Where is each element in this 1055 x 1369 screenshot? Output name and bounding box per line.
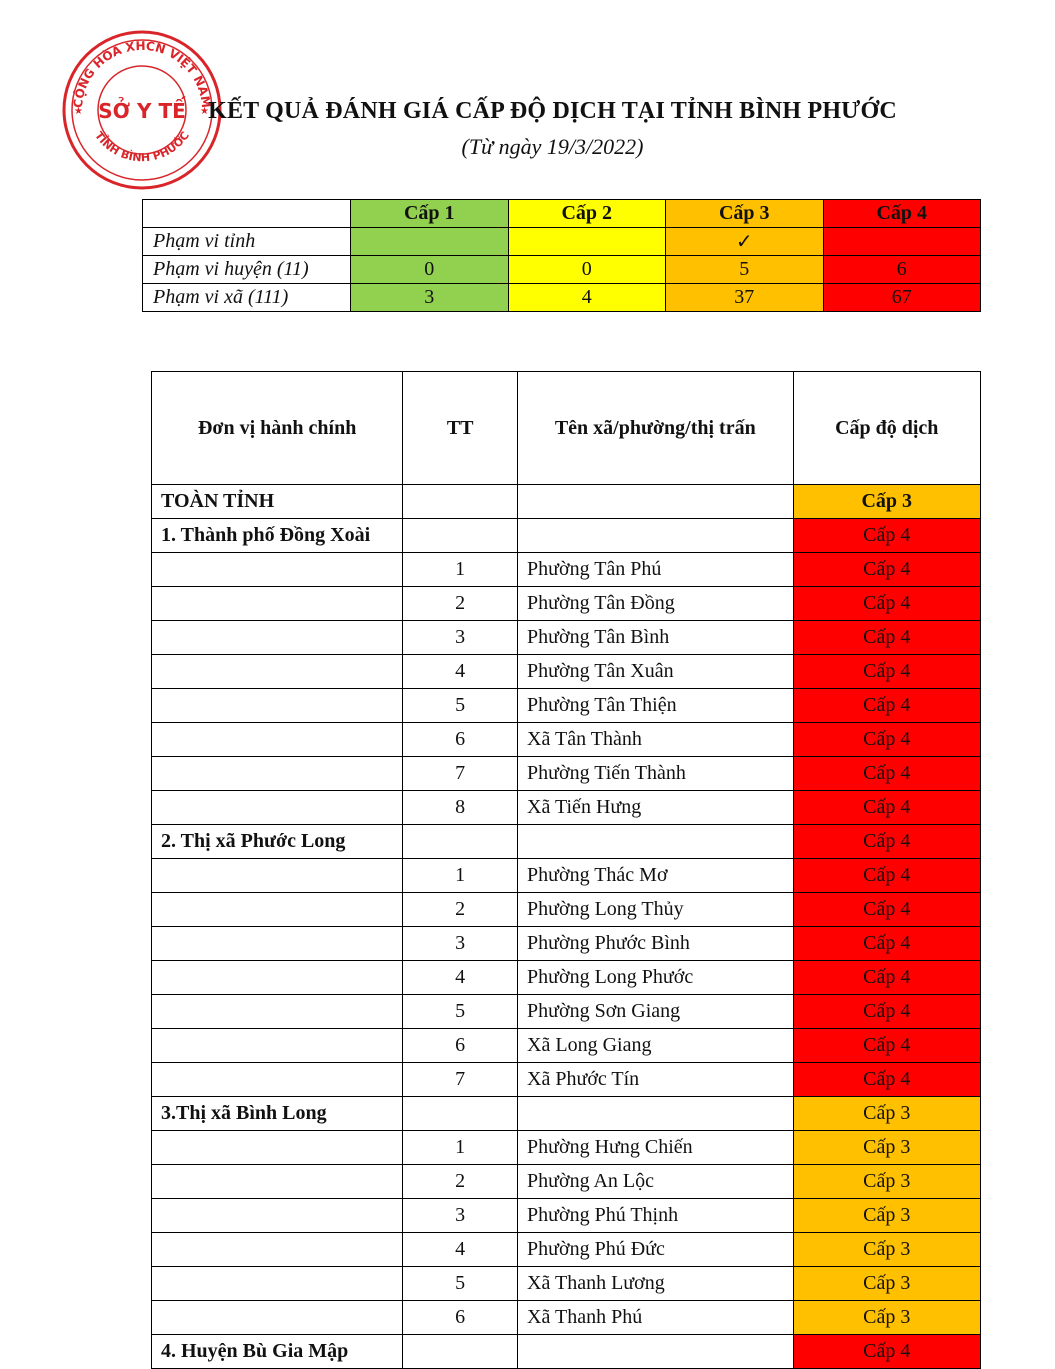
name-cell: Xã Tân Thành [518,723,793,757]
header-tt: TT [403,372,518,485]
summary-cell: 3 [351,284,509,312]
summary-cell [823,228,981,256]
table-row [152,1267,981,1301]
tt-cell [403,825,518,859]
unit-cell [152,791,403,825]
table-row [152,621,981,655]
unit-cell [152,927,403,961]
unit-cell [152,1267,403,1301]
name-cell: Phường Long Phước [518,961,793,995]
level-cell: Cấp 4 [793,621,981,655]
summary-header-level1: Cấp 1 [351,200,509,228]
table-row [152,655,981,689]
tt-cell: 6 [403,723,518,757]
unit-cell [152,859,403,893]
unit-cell [152,1029,403,1063]
name-cell: Phường Phước Bình [518,927,793,961]
level-cell: Cấp 4 [793,757,981,791]
tt-cell: 3 [403,1199,518,1233]
level-table-body [152,485,981,1369]
header-level: Cấp độ dịch [793,372,981,485]
name-cell: Phường An Lộc [518,1165,793,1199]
summary-header-row [143,200,981,228]
summary-cell: 67 [823,284,981,312]
name-cell [518,519,793,553]
summary-cell: 0 [508,256,666,284]
tt-cell: 5 [403,995,518,1029]
tt-cell [403,1097,518,1131]
level-cell: Cấp 4 [793,825,981,859]
level-table [151,371,981,1369]
summary-row-label: Phạm vi huyện (11) [143,256,351,284]
table-row [152,927,981,961]
tt-cell: 6 [403,1301,518,1335]
unit-cell [152,655,403,689]
table-row [152,587,981,621]
tt-cell: 1 [403,553,518,587]
table-row [152,1165,981,1199]
name-cell: Phường Tân Thiện [518,689,793,723]
level-cell: Cấp 4 [793,927,981,961]
name-cell [518,825,793,859]
level-cell: Cấp 4 [793,995,981,1029]
table-row-district [152,1335,981,1369]
tt-cell: 4 [403,1233,518,1267]
table-row [152,723,981,757]
level-table-header [152,372,981,485]
level-cell: Cấp 3 [793,1233,981,1267]
tt-cell: 7 [403,1063,518,1097]
level-cell: Cấp 3 [793,485,981,519]
level-cell: Cấp 4 [793,791,981,825]
table-row [152,995,981,1029]
level-cell: Cấp 4 [793,655,981,689]
name-cell: Phường Tân Xuân [518,655,793,689]
unit-cell [152,995,403,1029]
level-cell: Cấp 4 [793,961,981,995]
unit-cell [152,1063,403,1097]
summary-table [142,199,981,312]
tt-cell: 5 [403,689,518,723]
summary-row-province [143,228,981,256]
level-cell: Cấp 3 [793,1301,981,1335]
tt-cell: 1 [403,1131,518,1165]
name-cell: Phường Tân Đồng [518,587,793,621]
name-cell [518,1335,793,1369]
document-subtitle: (Từ ngày 19/3/2022) [461,134,644,159]
stamp-star-right-icon: ★ [200,106,209,117]
table-row-district [152,519,981,553]
level-cell: Cấp 4 [793,519,981,553]
table-row [152,791,981,825]
summary-corner [143,200,351,228]
summary-row-label: Phạm vi tỉnh [143,228,351,256]
summary-row-district [143,256,981,284]
tt-cell: 2 [403,587,518,621]
tt-cell [403,519,518,553]
table-row [152,689,981,723]
name-cell: Phường Tân Phú [518,553,793,587]
summary-cell: 4 [508,284,666,312]
stamp-bottom-text: TỈNH BÌNH PHƯỚC [92,129,192,165]
summary-header-level2: Cấp 2 [508,200,666,228]
name-cell: Phường Phú Đức [518,1233,793,1267]
table-row [152,1233,981,1267]
header-unit: Đơn vị hành chính [152,372,403,485]
table-row [152,859,981,893]
unit-cell: 2. Thị xã Phước Long [152,825,403,859]
unit-cell [152,1233,403,1267]
tt-cell: 4 [403,655,518,689]
summary-row-commune [143,284,981,312]
summary-cell: 37 [666,284,824,312]
table-row [152,1063,981,1097]
checkmark-icon: ✓ [666,228,824,256]
name-cell: Xã Tiến Hưng [518,791,793,825]
table-row-district [152,825,981,859]
level-cell: Cấp 3 [793,1165,981,1199]
level-cell: Cấp 4 [793,689,981,723]
tt-cell: 5 [403,1267,518,1301]
tt-cell: 2 [403,893,518,927]
unit-cell [152,961,403,995]
summary-cell: 0 [351,256,509,284]
tt-cell: 4 [403,961,518,995]
unit-cell: 3.Thị xã Bình Long [152,1097,403,1131]
unit-cell [152,757,403,791]
table-row [152,893,981,927]
stamp-center-text: SỞ Y TẾ [98,99,186,123]
unit-cell [152,1131,403,1165]
name-cell: Xã Thanh Lương [518,1267,793,1301]
unit-cell [152,689,403,723]
name-cell: Xã Thanh Phú [518,1301,793,1335]
summary-cell [351,228,509,256]
unit-cell [152,723,403,757]
name-cell: Xã Long Giang [518,1029,793,1063]
level-cell: Cấp 3 [793,1267,981,1301]
name-cell: Phường Tiến Thành [518,757,793,791]
unit-cell [152,553,403,587]
level-cell: Cấp 4 [793,893,981,927]
unit-cell [152,893,403,927]
stamp-ring-text: CỘNG HÒA XHCN VIỆT NAM [70,38,214,109]
level-cell: Cấp 3 [793,1131,981,1165]
tt-cell: 3 [403,621,518,655]
level-cell: Cấp 4 [793,587,981,621]
summary-header-level3: Cấp 3 [666,200,824,228]
tt-cell [403,1335,518,1369]
tt-cell [403,485,518,519]
level-cell: Cấp 4 [793,1335,981,1369]
tt-cell: 8 [403,791,518,825]
name-cell: Phường Phú Thịnh [518,1199,793,1233]
table-row [152,757,981,791]
table-row [152,553,981,587]
name-cell [518,1097,793,1131]
table-row-total [152,485,981,519]
table-row [152,1131,981,1165]
table-row [152,1199,981,1233]
summary-cell: 6 [823,256,981,284]
tt-cell: 2 [403,1165,518,1199]
name-cell [518,485,793,519]
tt-cell: 3 [403,927,518,961]
level-cell: Cấp 4 [793,723,981,757]
name-cell: Phường Sơn Giang [518,995,793,1029]
summary-row-label: Phạm vi xã (111) [143,284,351,312]
unit-cell: TOÀN TỈNH [152,485,403,519]
name-cell: Phường Long Thủy [518,893,793,927]
table-row [152,961,981,995]
level-cell: Cấp 4 [793,1063,981,1097]
unit-cell: 1. Thành phố Đồng Xoài [152,519,403,553]
summary-header-level4: Cấp 4 [823,200,981,228]
summary-cell: 5 [666,256,824,284]
level-cell: Cấp 4 [793,1029,981,1063]
header-name: Tên xã/phường/thị trấn [518,372,793,485]
unit-cell [152,587,403,621]
unit-cell [152,1165,403,1199]
unit-cell [152,621,403,655]
tt-cell: 7 [403,757,518,791]
name-cell: Xã Phước Tín [518,1063,793,1097]
table-row [152,1301,981,1335]
tt-cell: 6 [403,1029,518,1063]
unit-cell: 4. Huyện Bù Gia Mập [152,1335,403,1369]
table-row [152,1029,981,1063]
tt-cell: 1 [403,859,518,893]
unit-cell [152,1301,403,1335]
table-row-district [152,1097,981,1131]
summary-cell [508,228,666,256]
name-cell: Phường Tân Bình [518,621,793,655]
name-cell: Phường Thác Mơ [518,859,793,893]
document-title: KẾT QUẢ ĐÁNH GIÁ CẤP ĐỘ DỊCH TẠI TỈNH BÌNH PHƯỚC [208,98,897,124]
name-cell: Phường Hưng Chiến [518,1131,793,1165]
level-cell: Cấp 3 [793,1199,981,1233]
unit-cell [152,1199,403,1233]
level-cell: Cấp 3 [793,1097,981,1131]
stamp-star-left-icon: ★ [74,106,83,117]
level-cell: Cấp 4 [793,859,981,893]
level-cell: Cấp 4 [793,553,981,587]
